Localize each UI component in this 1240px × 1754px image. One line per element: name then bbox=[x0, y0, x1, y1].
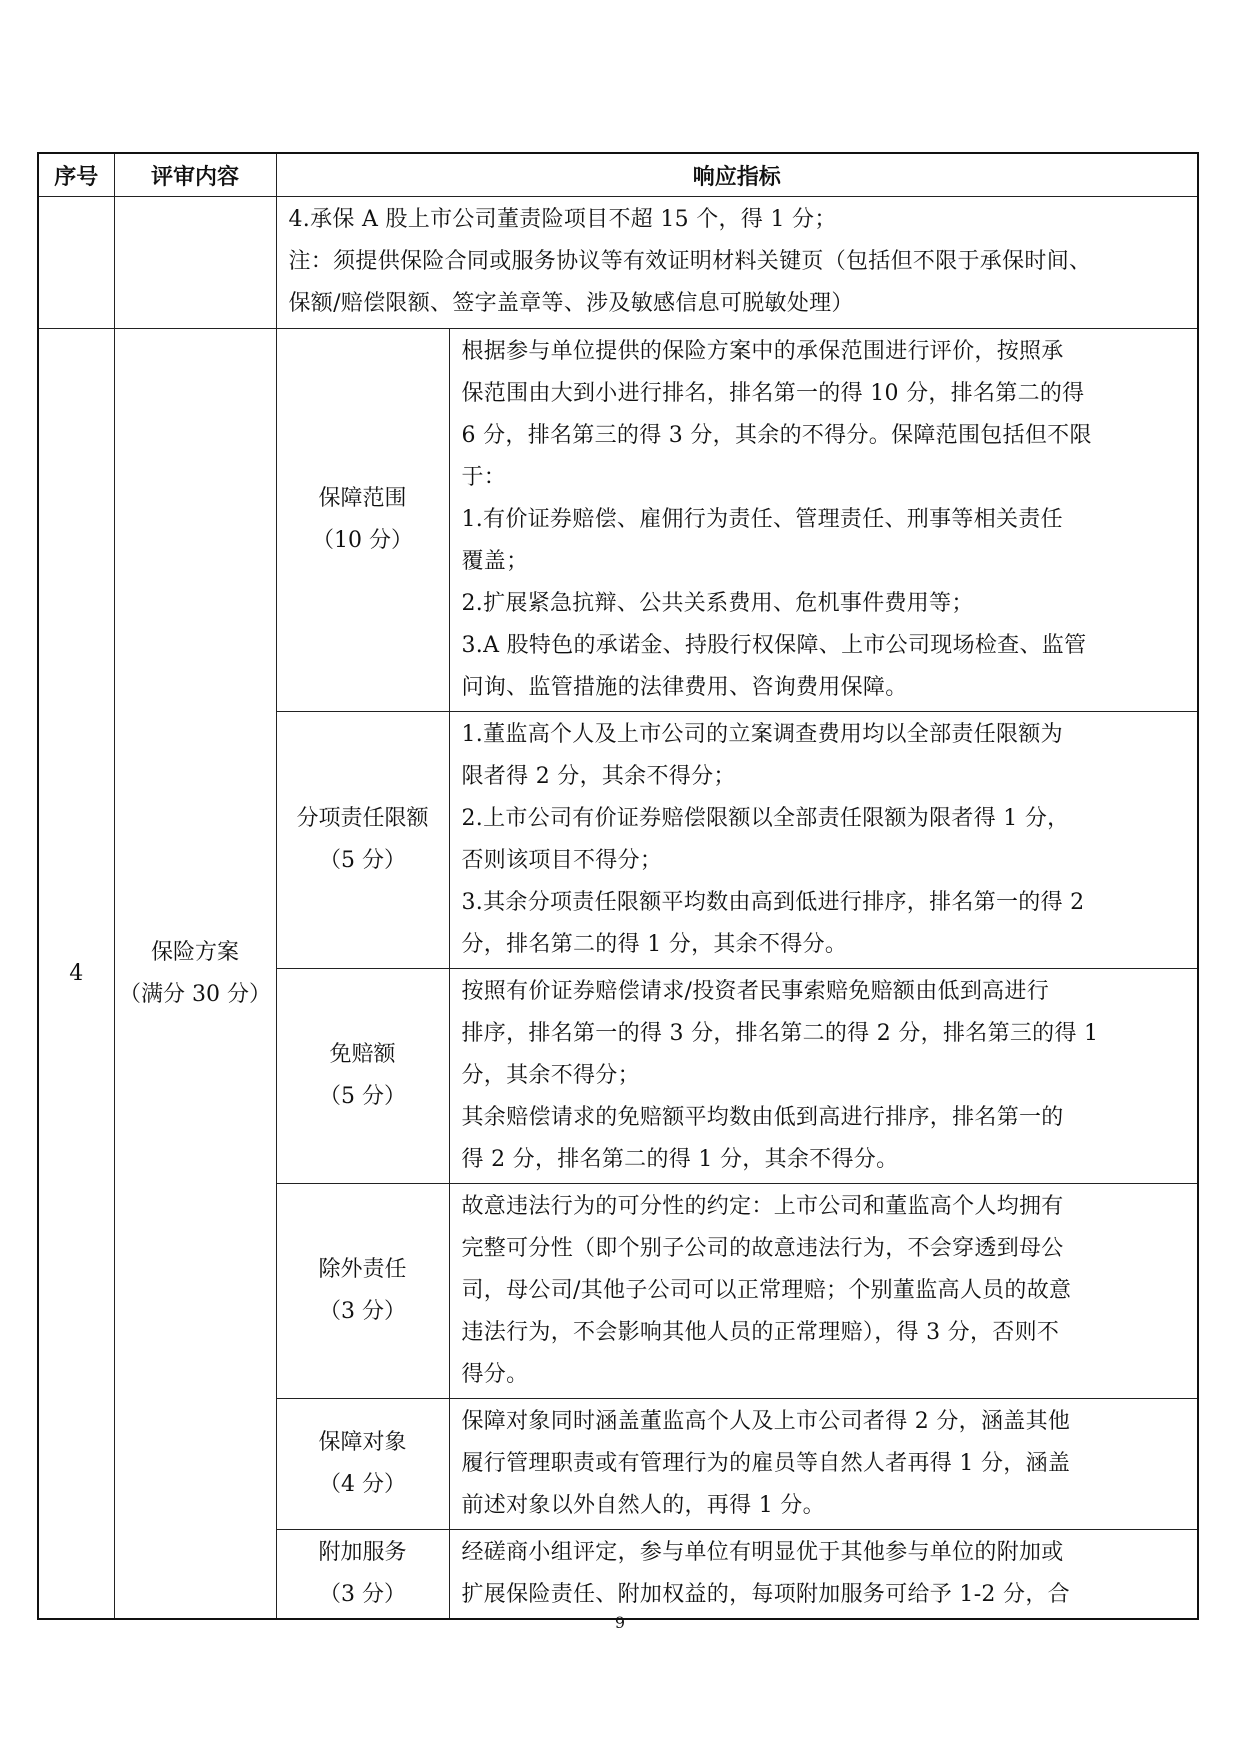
indicator-line: 保额/赔偿限额、签字盖章等、涉及敏感信息可脱敏处理） bbox=[288, 291, 854, 316]
header-serial-number: 序号 bbox=[38, 153, 114, 197]
subitem-score: （3 分） bbox=[319, 1299, 406, 1324]
indicator-line: 司，母公司/其他子公司可以正常理赔；个别董监高人员的故意 bbox=[461, 1278, 1072, 1303]
subitem-score: （4 分） bbox=[319, 1472, 406, 1497]
section-serial-number: 4 bbox=[38, 329, 114, 1620]
subitem-score: （10 分） bbox=[312, 528, 413, 553]
subitem-name-cell bbox=[276, 712, 449, 969]
subitem-indicator-cell bbox=[449, 969, 1198, 1184]
continued-serial-cell bbox=[38, 197, 114, 329]
table-row-continued bbox=[38, 197, 1198, 329]
subitem-name-cell bbox=[276, 1184, 449, 1399]
header-review-content: 评审内容 bbox=[114, 153, 276, 197]
subitem-score: （5 分） bbox=[319, 1084, 406, 1109]
continued-item-cell bbox=[114, 197, 276, 329]
table-header-row bbox=[38, 153, 1198, 197]
indicator-line: 按照有价证券赔偿请求/投资者民事索赔免赔额由低到高进行 bbox=[461, 979, 1050, 1004]
continued-indicator-cell bbox=[276, 197, 1198, 329]
indicator-line: 覆盖； bbox=[461, 549, 529, 574]
subitem-indicator-cell bbox=[449, 1530, 1198, 1620]
page-number: 9 bbox=[614, 1613, 626, 1632]
indicator-line: 完整可分性（即个别子公司的故意违法行为，不会穿透到母公 bbox=[461, 1236, 1064, 1261]
subitem-name: 附加服务 bbox=[318, 1540, 407, 1565]
indicator-line: 6 分，排名第三的得 3 分，其余的不得分。保障范围包括但不限 bbox=[461, 423, 1092, 448]
indicator-line: 限者得 2 分，其余不得分； bbox=[461, 764, 736, 789]
indicator-line: 违法行为，不会影响其他人员的正常理赔），得 3 分，否则不 bbox=[461, 1320, 1060, 1345]
subitem-name: 保障范围 bbox=[318, 486, 407, 511]
table-row-coverage-scope bbox=[38, 329, 1198, 712]
indicator-line: 1.董监高个人及上市公司的立案调查费用均以全部责任限额为 bbox=[461, 722, 1063, 747]
subitem-name-cell bbox=[276, 1530, 449, 1620]
subitem-indicator-cell bbox=[449, 329, 1198, 712]
indicator-line: 1.有价证券赔偿、雇佣行为责任、管理责任、刑事等相关责任 bbox=[461, 507, 1063, 532]
indicator-line: 前述对象以外自然人的，再得 1 分。 bbox=[461, 1493, 825, 1518]
subitem-indicator-cell bbox=[449, 1399, 1198, 1530]
indicator-line: 得分。 bbox=[461, 1362, 529, 1387]
subitem-score: （3 分） bbox=[319, 1582, 406, 1607]
section-score: （满分 30 分） bbox=[119, 981, 271, 1007]
subitem-score: （5 分） bbox=[319, 848, 406, 873]
indicator-line: 2.扩展紧急抗辩、公共关系费用、危机事件费用等； bbox=[461, 591, 974, 616]
subitem-name: 除外责任 bbox=[318, 1257, 407, 1282]
indicator-line: 3.A 股特色的承诺金、持股行权保障、上市公司现场检查、监管 bbox=[461, 633, 1087, 658]
section-title: 保险方案 bbox=[150, 939, 239, 965]
indicator-line: 经磋商小组评定，参与单位有明显优于其他参与单位的附加或 bbox=[461, 1540, 1064, 1565]
indicator-line: 2.上市公司有价证券赔偿限额以全部责任限额为限者得 1 分， bbox=[461, 806, 1070, 831]
indicator-line: 问询、监管措施的法律费用、咨询费用保障。 bbox=[461, 675, 908, 700]
subitem-name-cell bbox=[276, 329, 449, 712]
indicator-line: 于： bbox=[461, 465, 507, 490]
indicator-line: 履行管理职责或有管理行为的雇员等自然人者再得 1 分，涵盖 bbox=[461, 1451, 1071, 1476]
subitem-name: 保障对象 bbox=[318, 1430, 407, 1455]
indicator-line: 得 2 分，排名第二的得 1 分，其余不得分。 bbox=[461, 1147, 899, 1172]
indicator-line: 其余赔偿请求的免赔额平均数由低到高进行排序，排名第一的 bbox=[461, 1105, 1064, 1130]
indicator-line: 3.其余分项责任限额平均数由高到低进行排序，排名第一的得 2 bbox=[461, 890, 1085, 915]
indicator-line: 故意违法行为的可分性的约定：上市公司和董监高个人均拥有 bbox=[461, 1194, 1064, 1219]
indicator-line: 排序，排名第一的得 3 分，排名第二的得 2 分，排名第三的得 1 bbox=[461, 1021, 1099, 1046]
subitem-name-cell bbox=[276, 969, 449, 1184]
indicator-line: 4.承保 A 股上市公司董责险项目不超 15 个，得 1 分； bbox=[288, 207, 837, 232]
scoring-table bbox=[37, 152, 1199, 1620]
subitem-indicator-cell bbox=[449, 1184, 1198, 1399]
subitem-name: 免赔额 bbox=[329, 1042, 396, 1067]
indicator-line: 分，排名第二的得 1 分，其余不得分。 bbox=[461, 932, 848, 957]
indicator-line: 分，其余不得分； bbox=[461, 1063, 640, 1088]
subitem-indicator-cell bbox=[449, 712, 1198, 969]
indicator-line: 根据参与单位提供的保险方案中的承保范围进行评价，按照承 bbox=[461, 339, 1064, 364]
indicator-line: 保障对象同时涵盖董监高个人及上市公司者得 2 分，涵盖其他 bbox=[461, 1409, 1071, 1434]
indicator-line: 否则该项目不得分； bbox=[461, 848, 663, 873]
section-title-cell bbox=[114, 329, 276, 1620]
subitem-name-cell bbox=[276, 1399, 449, 1530]
header-response-indicator: 响应指标 bbox=[276, 153, 1198, 197]
subitem-name: 分项责任限额 bbox=[296, 806, 429, 831]
indicator-line: 扩展保险责任、附加权益的，每项附加服务可给予 1-2 分，合 bbox=[461, 1582, 1070, 1607]
indicator-line: 保范围由大到小进行排名，排名第一的得 10 分，排名第二的得 bbox=[461, 381, 1085, 406]
indicator-line: 注：须提供保险合同或服务协议等有效证明材料关键页（包括但不限于承保时间、 bbox=[288, 249, 1092, 274]
